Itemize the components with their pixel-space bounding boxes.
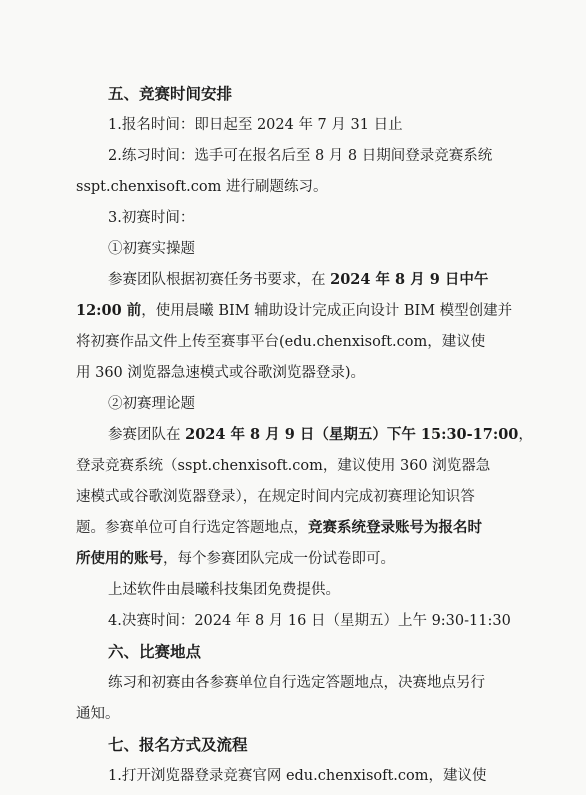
theory-para-line3: 速模式或谷歌浏览器登录），在规定时间内完成初赛理论知识答 <box>76 489 475 505</box>
prelim-practical-title: ①初赛实操题 <box>108 241 195 257</box>
practical-deadline-time: 12:00 前 <box>76 302 142 319</box>
registration-time: 1.报名时间：即日起至 2024 年 7 月 31 日止 <box>108 117 403 133</box>
theory-account-note-a: 竞赛系统登录账号为报名时 <box>308 519 482 536</box>
venue-line2: 通知。 <box>76 706 120 722</box>
practical-para-line4: 用 360 浏览器急速模式或谷歌浏览器登录)。 <box>76 365 366 381</box>
practical-para-line1 <box>0 270 586 290</box>
prelim-theory-title: ②初赛理论题 <box>108 396 195 412</box>
theory-para-line5 <box>0 549 586 569</box>
practical-text-2b: ，使用晨曦 BIM 辅助设计完成正向设计 BIM 模型创建并 <box>141 303 513 319</box>
venue-line1: 练习和初赛由各参赛单位自行选定答题地点，决赛地点另行 <box>108 675 485 691</box>
section-heading-venue: 六、比赛地点 <box>108 642 202 661</box>
practical-text-1a: 参赛团队根据初赛任务书要求，在 <box>108 272 331 288</box>
practice-time-line1: 2.练习时间：选手可在报名后至 8 月 8 日期间登录竞赛系统 <box>108 148 493 164</box>
theory-text-1a: 参赛团队在 <box>108 427 186 443</box>
theory-text-5b: ，每个参赛团队完成一份试卷即可。 <box>163 551 395 567</box>
final-time: 4.决赛时间：2024 年 8 月 16 日（星期五）上午 9:30-11:30 <box>108 613 511 629</box>
practical-para-line3: 将初赛作品文件上传至赛事平台(edu.chenxisoft.com，建议使 <box>76 334 486 350</box>
registration-step1: 1.打开浏览器登录竞赛官网 edu.chenxisoft.com，建议使 <box>108 768 487 784</box>
theory-text-4a: 题。参赛单位可自行选定答题地点， <box>76 520 308 536</box>
theory-para-line1 <box>0 425 586 445</box>
theory-para-line4 <box>0 518 586 538</box>
theory-account-note-b: 所使用的账号 <box>76 550 163 567</box>
practical-deadline-date: 2024 年 8 月 9 日中午 <box>330 271 489 288</box>
prelim-time: 3.初赛时间： <box>108 210 195 226</box>
practical-para-line2 <box>0 301 586 321</box>
practice-time-line2: sspt.chenxisoft.com 进行刷题练习。 <box>76 179 328 195</box>
theory-text-1c: ， <box>518 427 533 443</box>
theory-para-line2: 登录竞赛系统（sspt.chenxisoft.com，建议使用 360 浏览器急 <box>76 458 491 474</box>
section-heading-schedule: 五、竞赛时间安排 <box>108 84 233 103</box>
section-heading-registration: 七、报名方式及流程 <box>108 735 248 754</box>
theory-datetime: 2024 年 8 月 9 日（星期五）下午 15:30-17:00 <box>185 426 519 443</box>
software-note: 上述软件由晨曦科技集团免费提供。 <box>108 582 340 598</box>
